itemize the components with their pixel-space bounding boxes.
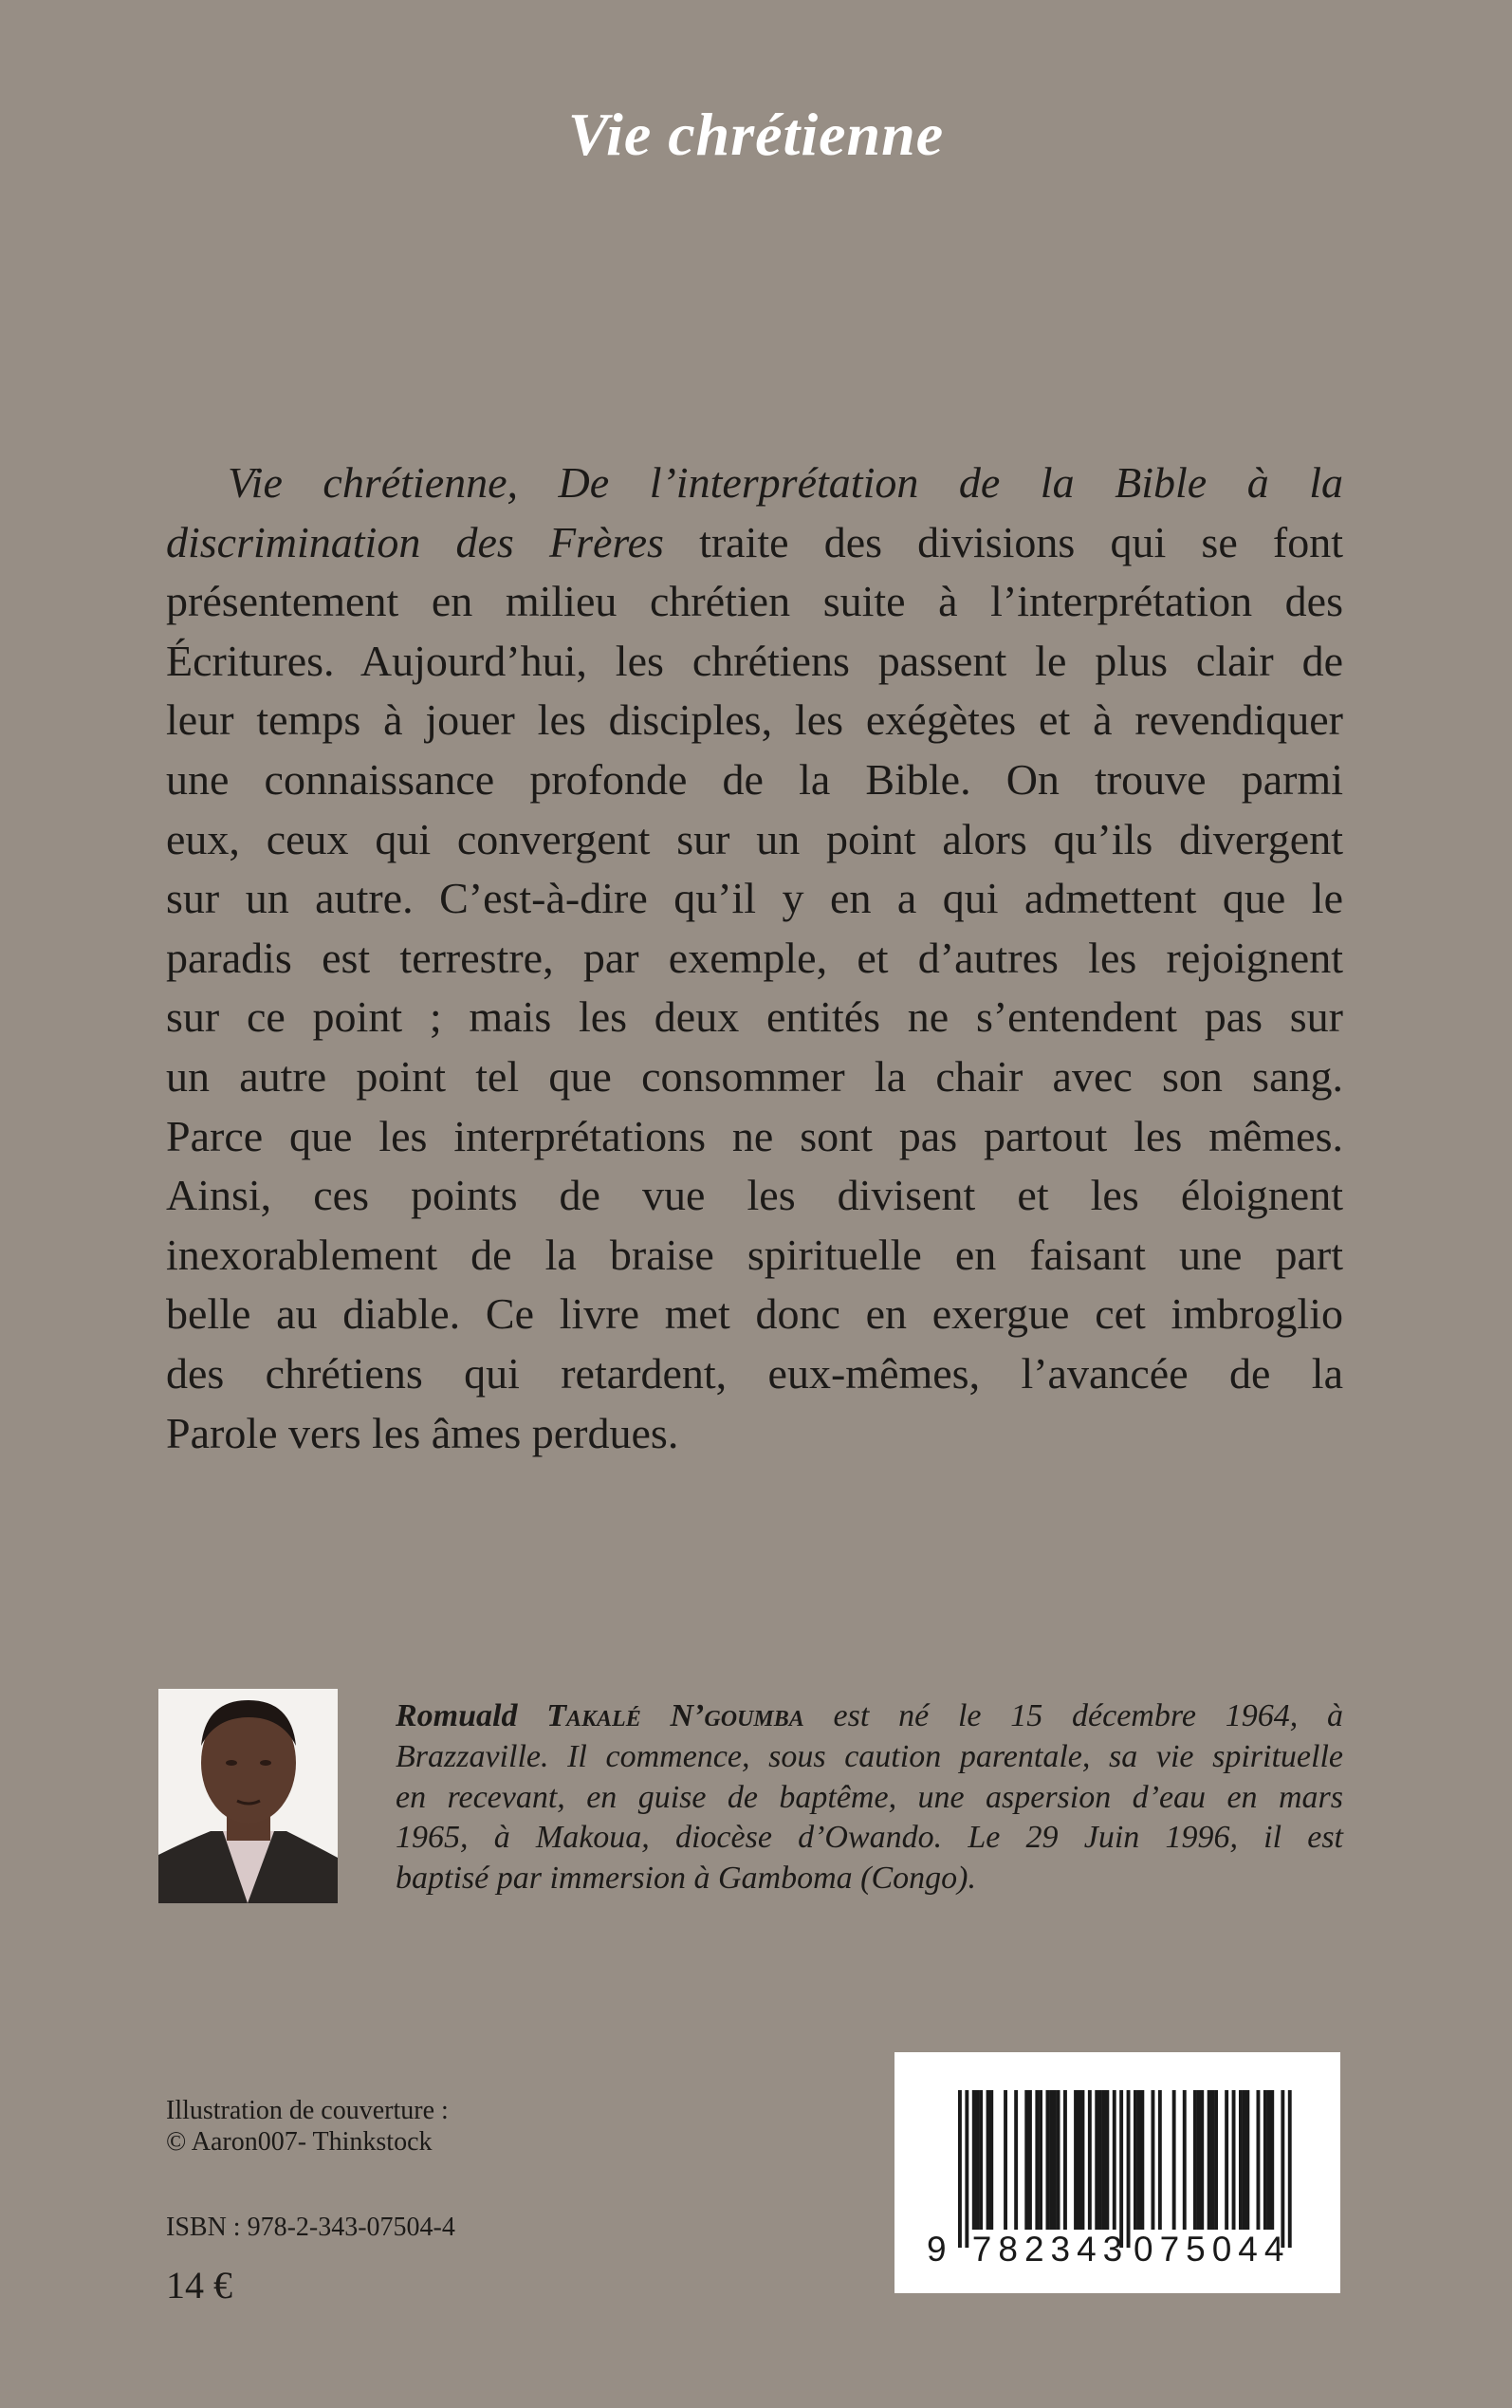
text-line: sur un autre. C’est-à-dire qu’il y en a qui admettent que le: [166, 874, 1343, 923]
book-subtitle-italic: discrimination des Frères: [166, 517, 664, 566]
blurb: [166, 454, 1343, 1463]
barcode-bar: [1232, 2090, 1236, 2230]
text-line: leur temps à jouer les disciples, les exégètes et à revendiquer: [166, 695, 1343, 745]
text-line: présentement en milieu chrétien suite à l’interprétation des: [166, 577, 1343, 626]
barcode-bar: [976, 2090, 980, 2230]
barcode-digits: 075044: [1134, 2230, 1291, 2269]
text-line: Brazzaville. Il commence, sous caution parentale, sa vie spirituelle: [396, 1738, 1343, 1774]
barcode-bar: [958, 2090, 962, 2248]
text-line: Écritures. Aujourd’hui, les chrétiens passent le plus clair de: [166, 636, 1343, 685]
author-last-name: Takalé N’goumba: [546, 1698, 804, 1733]
barcode-bar: [1193, 2090, 1197, 2230]
barcode-bar: [1088, 2090, 1092, 2230]
barcode-bar: [1225, 2090, 1228, 2230]
barcode-bar: [1263, 2090, 1267, 2230]
barcode-digits: 9: [927, 2230, 953, 2269]
barcode-bar: [1152, 2090, 1155, 2230]
text-line: un autre point tel que consommer la chair avec son sang.: [166, 1051, 1343, 1101]
blurb-text: traite des divisions qui se font: [663, 517, 1343, 566]
barcode-digits: 782343: [971, 2230, 1130, 2269]
text-line: baptisé par immersion à Gamboma (Congo).: [396, 1861, 976, 1897]
barcode-bar: [1028, 2090, 1032, 2230]
barcode-bar: [1035, 2090, 1039, 2230]
barcode-bar: [1074, 2090, 1078, 2230]
barcode-bar: [1004, 2090, 1007, 2230]
barcode-bar: [1243, 2090, 1246, 2230]
text-line: eux, ceux qui convergent sur un point alors qu’ils divergent: [166, 814, 1343, 863]
barcode-bar: [1113, 2090, 1116, 2230]
text-line: Parole vers les âmes perdues.: [166, 1408, 679, 1457]
blurb-line: [166, 454, 1343, 513]
price: 14 €: [166, 2264, 232, 2306]
barcode-bar: [1049, 2090, 1053, 2230]
barcode-bar: [1063, 2090, 1067, 2230]
barcode-bar: [989, 2090, 993, 2230]
barcode-bar: [1098, 2090, 1102, 2230]
blurb-line: [166, 513, 1343, 573]
barcode-bar: [1172, 2090, 1176, 2230]
text-line: une connaissance profonde de la Bible. On trouve parmi: [166, 754, 1343, 804]
barcode-bar: [1053, 2090, 1057, 2230]
text-line: Ainsi, ces points de vue les divisent et les éloignent: [166, 1171, 1343, 1220]
barcode-bar: [1140, 2090, 1144, 2230]
barcode-bar: [1014, 2090, 1018, 2230]
barcode-bar: [1270, 2090, 1274, 2230]
text-line: des chrétiens qui retardent, eux-mêmes, l’avancée de la: [166, 1348, 1343, 1398]
barcode-bar: [986, 2090, 990, 2230]
barcode-bar: [1267, 2090, 1271, 2230]
illustration-credit: © Aaron007- Thinkstock: [166, 2127, 433, 2157]
barcode-bar: [1078, 2090, 1081, 2230]
barcode-bar: [1245, 2090, 1249, 2230]
barcode-bar: [979, 2090, 983, 2230]
barcode-bar: [1081, 2090, 1085, 2230]
barcode-bar: [1102, 2090, 1106, 2230]
barcode-bar: [1095, 2090, 1098, 2230]
text-line: Parce que les interprétations ne sont pas partout les mêmes.: [166, 1111, 1343, 1160]
barcode-bar: [1200, 2090, 1204, 2230]
author-bio: [396, 1696, 1343, 1899]
barcode-bar: [1183, 2090, 1187, 2230]
author-first-name: Romuald: [396, 1698, 518, 1733]
text-line: en recevant, en guise de baptême, une aspersion d’eau en mars: [396, 1779, 1343, 1815]
bio-line: [396, 1696, 1343, 1737]
barcode-bar: [1197, 2090, 1201, 2230]
barcode-bar: [1119, 2090, 1123, 2248]
text-line: 1965, à Makoua, diocèse d’Owando. Le 29 Juin 1996, il est: [396, 1820, 1343, 1856]
illustration-label: Illustration de couverture :: [166, 2096, 449, 2125]
barcode-bar: [1158, 2090, 1162, 2230]
barcode-bar: [1239, 2090, 1243, 2230]
isbn: ISBN : 978-2-343-07504-4: [166, 2213, 455, 2242]
barcode-bar: [1105, 2090, 1109, 2230]
barcode-bar: [1024, 2090, 1028, 2230]
barcode-bar: [1210, 2090, 1214, 2230]
author-photo: [158, 1689, 338, 1903]
barcode-bar: [1208, 2090, 1211, 2230]
barcode-bar: [1057, 2090, 1060, 2230]
barcode-bar: [1281, 2090, 1284, 2248]
barcode-bar: [1039, 2090, 1042, 2230]
barcode-bar: [1046, 2090, 1050, 2230]
text-line: inexorablement de la braise spirituelle en faisant une part: [166, 1230, 1343, 1279]
text-line: sur ce point ; mais les deux entités ne s’entendent pas sur: [166, 992, 1343, 1042]
barcode-bar: [1137, 2090, 1141, 2230]
book-title-italic: Vie chrétienne, De l’interprétation de la Bible à la: [228, 458, 1343, 507]
barcode-bar: [1134, 2090, 1137, 2230]
series-title: Vie chrétienne: [567, 101, 945, 168]
barcode-bar: [965, 2090, 968, 2248]
text-line: paradis est terrestre, par exemple, et d’autres les rejoignent: [166, 933, 1343, 982]
text-line: belle au diable. Ce livre met donc en exergue cet imbroglio: [166, 1289, 1343, 1339]
barcode-bar: [1214, 2090, 1218, 2230]
barcode-bar: [972, 2090, 976, 2230]
barcode: [894, 2052, 1340, 2293]
barcode-bar: [1127, 2090, 1131, 2248]
barcode-bar: [1257, 2090, 1261, 2230]
barcode-bar: [1288, 2090, 1292, 2248]
bio-text: est né le 15 décembre 1964, à: [803, 1698, 1343, 1733]
